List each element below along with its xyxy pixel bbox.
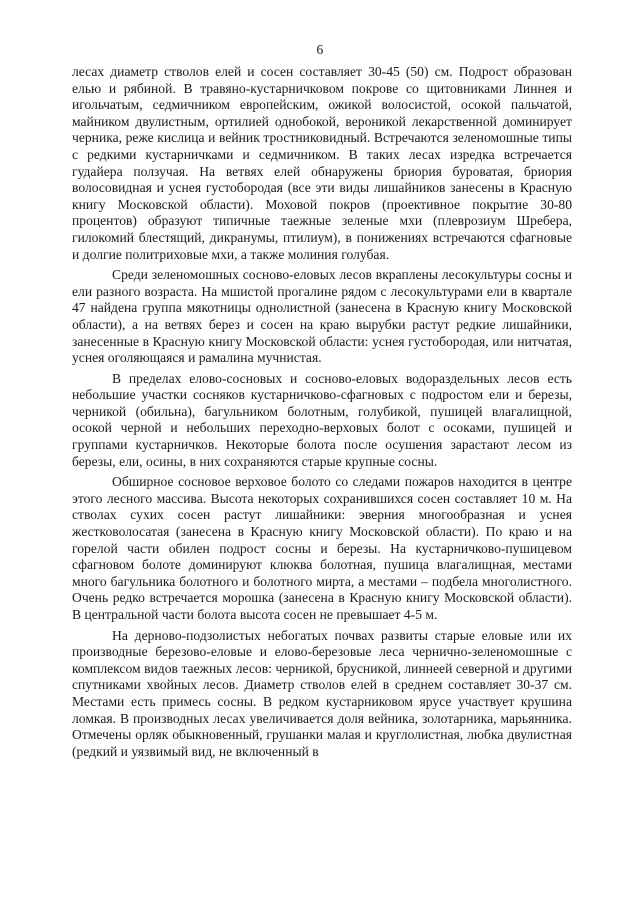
paragraph-continuation: лесах диаметр стволов елей и сосен составляет 30-45 (50) см. Подрост образован елью и рябиной. В травяно-кустарничковом покрове со щитовниками Линнея и игольчатым, седмичником европейским, ожикой волосистой, осокой пальчатой, майником двулистным, ортилией однобокой, вероникой лекарственной доминирует черника, реже кислица и вейник тростниковидный. Встречаются зеленомошные типы с редкими кустарничками и седмичником. В таких лесах изредка встречается гудайера ползучая. На ветвях елей обнаружены бриория буроватая, бриория волосовидная и уснея густобородая (все эти виды лишайников занесены в Красную книгу Московской области). Моховой покров (проективное покрытие 30-80 процентов) образуют типичные таежные зеленые мхи (плеврозиум Шребера, гилокомий блестящий, дикранумы, птилиум), в понижениях встречаются сфагновые и долгие политриховые мхи, а также молиния голубая.	[72, 64, 572, 262]
page-number: 6	[316, 42, 324, 57]
document-body	[72, 64, 572, 760]
paragraph-raised-bog: Обширное сосновое верховое болото со следами пожаров находится в центре этого лесного массива. Высота некоторых сохранившихся сосен составляет 10 м. На стволах сухих сосен растут лишайники: эверния многообразная и уснея жестковолосатая (занесена в Красную книгу Московской области). По краю и на горелой части обилен подрост сосны и березы. На кустарничково-пушицевом сфагновом болоте доминируют клюква болотная, пушица влагалищная, местами много багульника болотного и болотного мирта, а местами – подбела многолистного. Очень редко встречается морошка (занесена в Красную книгу Московской области). В центральной части болота высота сосен не превышает 4-5 м.	[72, 474, 572, 622]
paragraph-forest-cultures: Среди зеленомошных сосново-еловых лесов вкраплены лесокультуры сосны и ели разного возраста. На мшистой прогалине рядом с лесокультурами ели в квартале 47 найдена группа мякотницы однолистной (занесена в Красную книгу Московской области), а на ветвях берез и сосен на краю вырубки растут редкие лишайники, занесенные в Красную книгу Московской области: уснея густобородая, или нитчатая, уснея оголяющаяся и рамалина мучнистая.	[72, 267, 572, 366]
paragraph-pine-bogs: В пределах елово-сосновых и сосново-еловых водораздельных лесов есть небольшие участки сосняков кустарничково-сфагновых с подростом ели и березы, черникой (обильна), багульником болотным, голубикой, пушицей влагалищной, осокой черной и небольших переходно-верховых болот с осоками, пушицей и группами кустарничков. Некоторые болота после осушения зарастают лесом из березы, ели, осины, в них сохраняются старые крупные сосны.	[72, 370, 572, 469]
paragraph-spruce-forests: На дерново-подзолистых небогатых почвах развиты старые еловые или их производные березово-еловые и елово-березовые леса чернично-зеленомошные с комплексом видов таежных лесов: черникой, брусникой, линнеей северной и другими спутниками хвойных лесов. Диаметр стволов елей в среднем составляет 30-37 см. Местами есть примесь сосны. В редком кустарниковом ярусе участвует крушина ломкая. В производных лесах увеличивается доля вейника, золотарника, марьянника. Отмечены орляк обыкновенный, грушанки малая и круглолистная, любка двулистная (редкий и уязвимый вид, не включенный в	[72, 627, 572, 759]
